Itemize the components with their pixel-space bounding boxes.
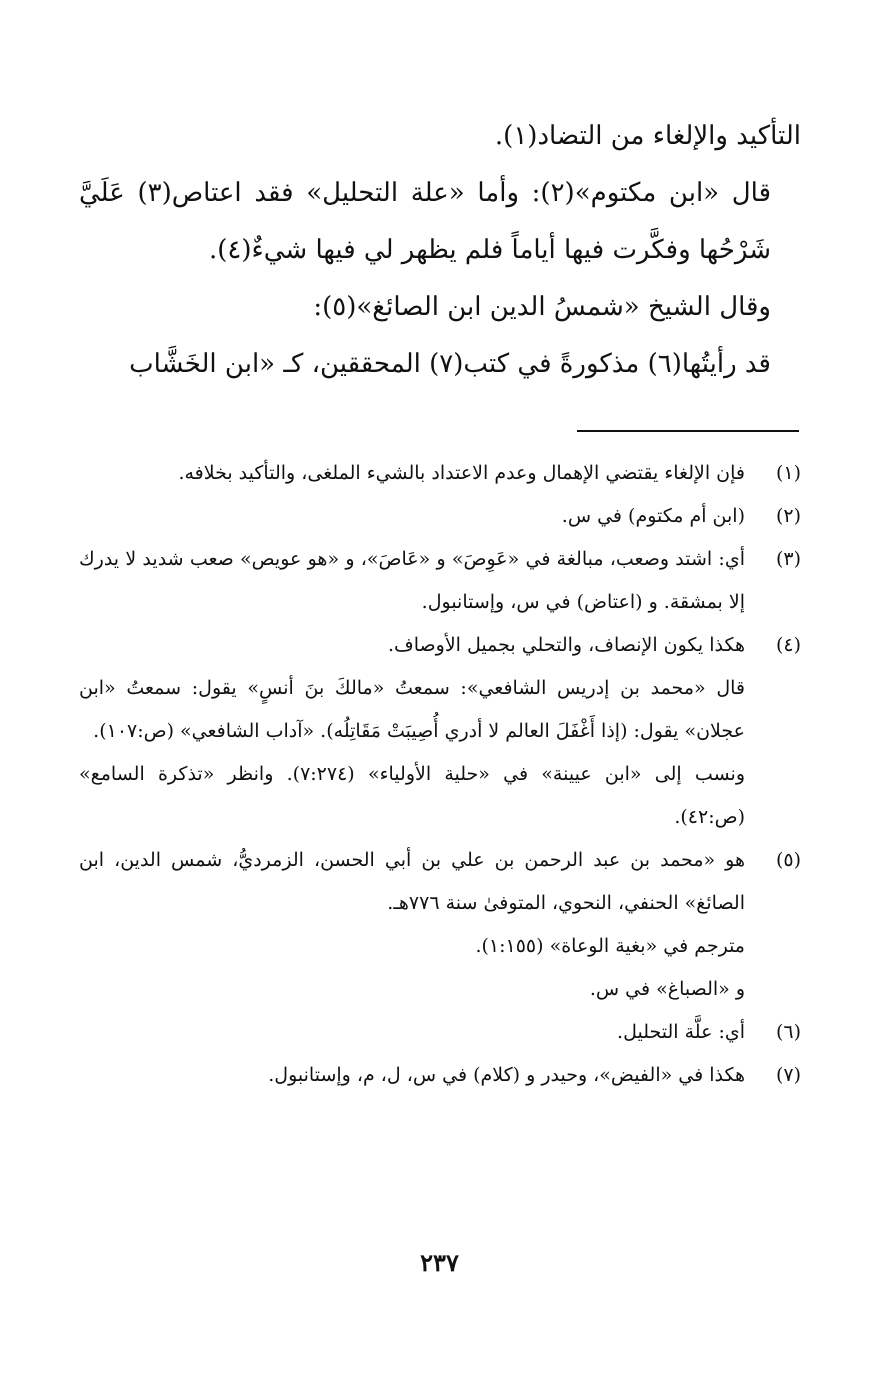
footnote-text: أي: علَّة التحليل. [617,1021,745,1043]
footnote-number: (٧) [775,1064,801,1086]
footnote-number: (١) [775,462,801,484]
main-paragraph-3: وقال الشيخ «شمسُ الدين ابن الصائغ»(٥): [313,292,771,322]
footnote-text: فإن الإلغاء يقتضي الإهمال وعدم الاعتداد بالشيء الملغى، والتأكيد بخلافه. [178,462,745,484]
footnote-3 [79,538,801,624]
main-text [79,108,801,393]
main-paragraph-2: قال «ابن مكتوم»(٢): وأما «علة التحليل» فقد اعتاص(٣) عَلَيَّ شَرْحُها وفكَّرت فيها أياماً فلم يظهر لي فيها شيءٌ(٤). [79,178,771,265]
footnote-text: ونسب إلى «ابن عيينة» في «حلية الأولياء» (٧:٢٧٤). وانظر «تذكرة السامع» (ص:٤٢). [79,763,745,828]
footnote-2 [79,495,801,538]
footnote-number: (٤) [775,634,801,656]
footnote-1 [79,452,801,495]
footnote-5 [79,839,801,1011]
footnote-text: هكذا يكون الإنصاف، والتحلي بجميل الأوصاف. [388,634,745,656]
main-paragraph-4: قد رأيتُها(٦) مذكورةً في كتب(٧) المحققين، كـ «ابن الخَشَّاب [129,349,771,379]
footnote-text: قال «محمد بن إدريس الشافعي»: سمعتُ «مالكَ بنَ أنسٍ» يقول: سمعتُ «ابن عجلان» يقول: (إذا أَغْفَلَ العالم لا أدري أُصِيبَتْ مَقَاتِلُه). «آداب الشافعي» (ص:١٠٧). [79,677,745,742]
main-paragraph-1: التأكيد والإلغاء من التضاد(١). [494,121,801,151]
footnote-7 [79,1054,801,1097]
footnote-number: (٣) [775,548,801,570]
footnote-text: (ابن أم مكتوم) في س. [561,505,745,527]
footnote-number: (٢) [775,505,801,527]
footnote-text: هكذا في «الفيض»، وحيدر و (كلام) في س، ل، م، وإستانبول. [268,1064,745,1086]
footnote-text: هو «محمد بن عبد الرحمن بن علي بن أبي الحسن، الزمرديُّ، شمس الدين، ابن الصائغ» الحنفي، النحوي، المتوفىٰ سنة ٧٧٦هـ. [79,849,745,914]
footnote-text: و «الصباغ» في س. [589,978,745,1000]
footnote-text: مترجم في «بغية الوعاة» (١:١٥٥). [475,935,745,957]
footnote-number: (٥) [775,849,801,871]
footnote-separator [577,430,799,432]
footnote-text: أي: اشتد وصعب، مبالغة في «عَوِصَ» و «عَاصَ»، و «هو عويص» صعب شديد لا يدرك إلا بمشقة. و (اعتاض) في س، وإستانبول. [79,548,745,613]
footnotes [79,452,801,1097]
footnote-4 [79,624,801,839]
footnote-6 [79,1011,801,1054]
page-number: ٢٣٧ [420,1248,459,1277]
footnote-number: (٦) [775,1021,801,1043]
